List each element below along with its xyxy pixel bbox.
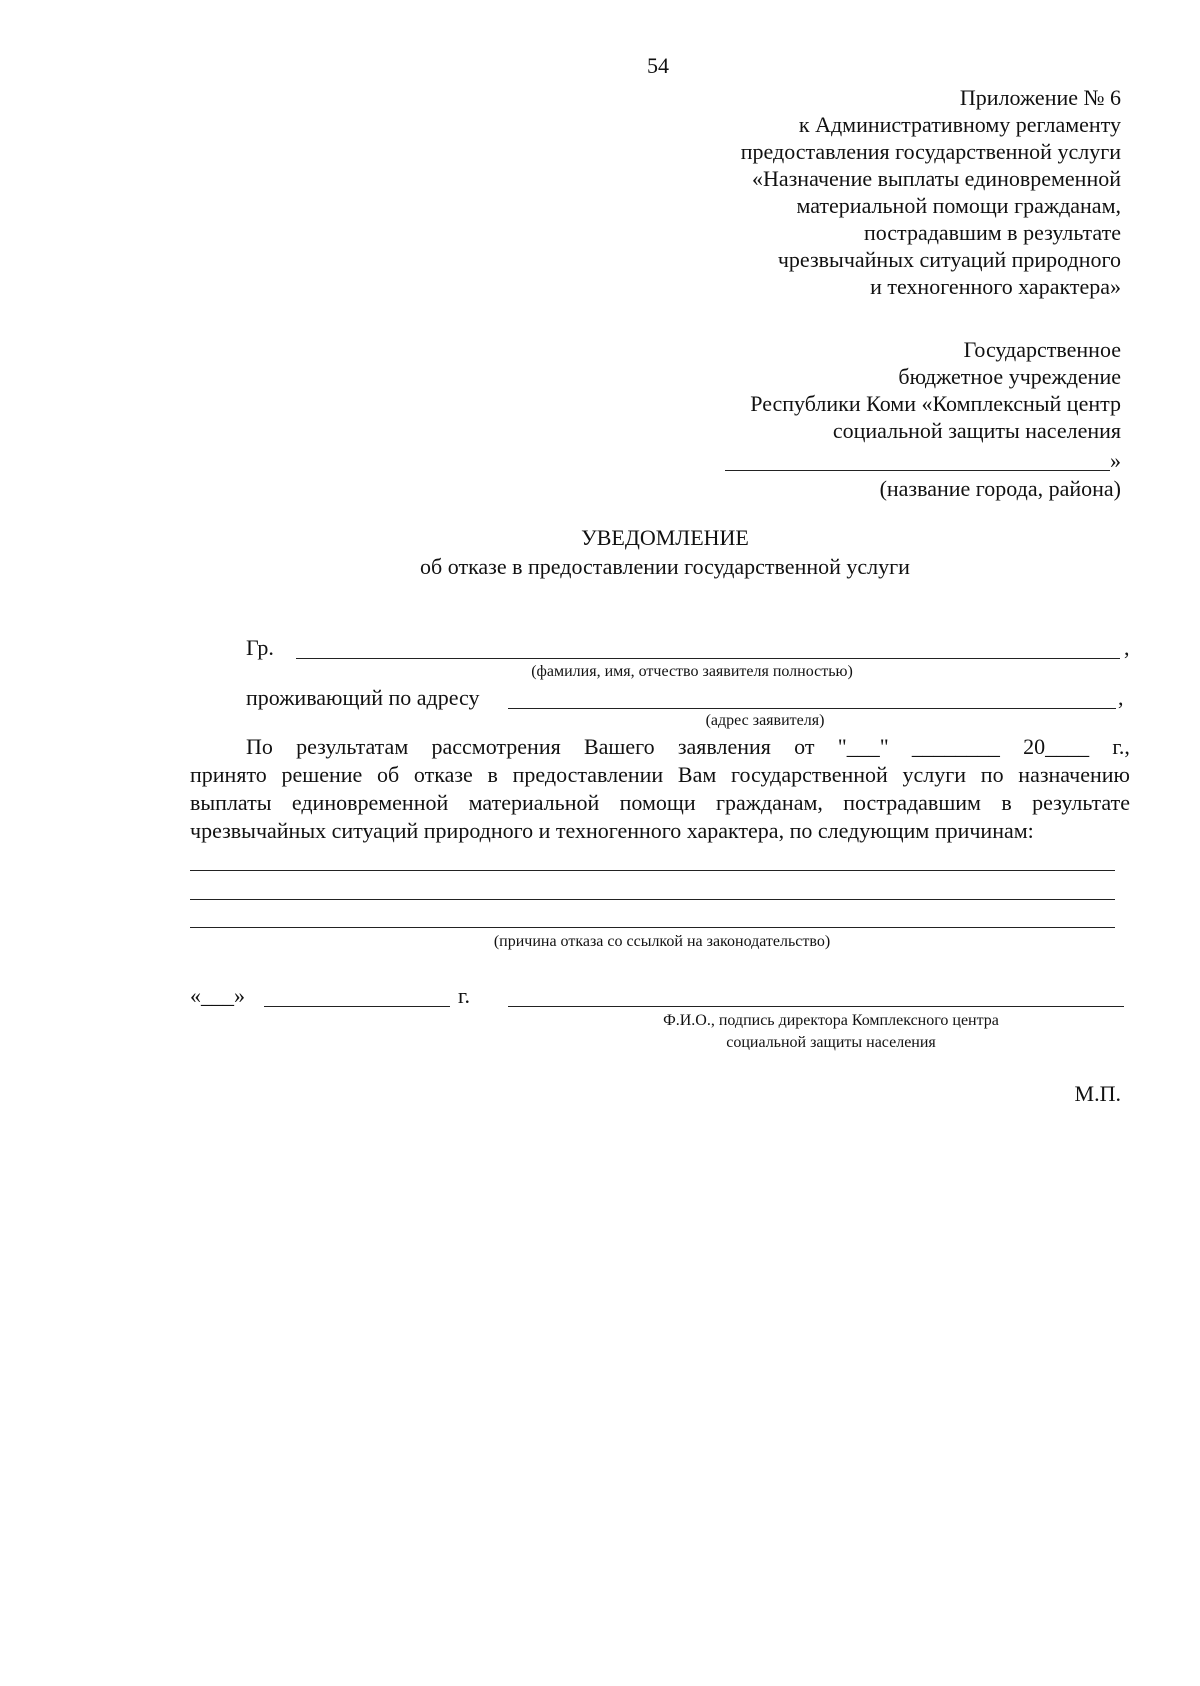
body-word: материальной [468,790,600,815]
signature-caption-2: социальной защиты населения [726,1034,936,1051]
body-word: об [376,762,400,787]
address-caption: (адрес заявителя) [705,712,825,729]
address-comma: , [1118,685,1124,710]
appendix-line: к Административному регламенту [798,112,1121,137]
signature-caption-1: Ф.И.О., подпись директора Комплексного центра [663,1012,999,1029]
body-word: результате [1032,790,1130,815]
body-word: гражданам, [715,790,823,815]
appendix-line: и техногенного характера» [870,274,1121,299]
closing-quote: » [1110,448,1121,473]
date-year-suffix: г. [458,983,471,1008]
appendix-line: чрезвычайных ситуаций природного [777,247,1121,272]
body-word: по [980,762,1004,787]
body-line-2 [190,761,1130,788]
recipient-line: бюджетное учреждение [898,364,1121,389]
appendix-line: материальной помощи гражданам, [796,193,1121,218]
body-word: единовременной [291,790,449,815]
citizen-caption: (фамилия, имя, отчество заявителя полностью) [531,663,853,680]
body-line-4: чрезвычайных ситуаций природного и техногенного характера, по следующим причинам: [190,818,1034,843]
reason-line-2[interactable] [190,899,1115,900]
body-line-3 [190,789,1130,816]
body-word: пострадавшим [843,790,981,815]
recipient-block [750,336,1121,444]
appendix-line: «Назначение выплаты единовременной [751,166,1121,191]
recipient-line: социальной защиты населения [832,418,1121,443]
body-word: государственной [731,762,888,787]
recipient-line: Государственное [963,337,1121,362]
body-word: рассмотрения [431,734,561,759]
appendix-line: Приложение № 6 [959,85,1121,110]
notice-title: УВЕДОМЛЕНИЕ [581,525,749,550]
body-word: По [246,734,273,759]
body-word: ________ [911,734,1000,759]
body-word: заявления [677,734,771,759]
reason-line-1[interactable] [190,870,1115,871]
body-word: в [487,762,498,787]
appendix-header [741,84,1121,300]
body-word: решение [281,762,363,787]
signature-field-line[interactable] [508,1006,1124,1007]
body-word: предоставлении [512,762,664,787]
stamp-mark: М.П. [1074,1081,1121,1106]
citizen-name-field-line[interactable] [296,658,1120,659]
body-word: "___" [837,734,889,759]
notice-subtitle: об отказе в предоставлении государственной услуги [420,554,910,579]
address-label: проживающий по адресу [246,685,480,710]
address-field-line[interactable] [508,708,1116,709]
appendix-line: пострадавшим в результате [863,220,1121,245]
body-word: 20____ [1023,734,1090,759]
body-word: в [1001,790,1012,815]
body-word: Вам [677,762,717,787]
body-word: выплаты [190,790,272,815]
body-word: отказе [413,762,473,787]
city-name-field-line[interactable] [725,470,1110,471]
body-word: результатам [296,734,409,759]
body-line-1 [246,733,1130,760]
body-word: от [794,734,815,759]
date-month-field-line[interactable] [264,1006,450,1007]
city-caption: (название города, района) [879,476,1121,501]
page-number: 54 [647,53,669,78]
appendix-line: предоставления государственной услуги [740,139,1121,164]
reason-caption: (причина отказа со ссылкой на законодательство) [493,933,831,950]
body-word: принято [190,762,267,787]
body-word: назначению [1018,762,1130,787]
body-word: помощи [619,790,696,815]
citizen-label: Гр. [246,635,274,660]
body-word: Вашего [583,734,655,759]
body-word: г., [1112,734,1130,759]
reason-line-3[interactable] [190,927,1115,928]
citizen-comma: , [1124,635,1130,660]
recipient-line: Республики Коми «Комплексный центр [750,391,1121,416]
body-word: услуги [902,762,967,787]
date-day-field[interactable]: «___» [190,983,245,1008]
